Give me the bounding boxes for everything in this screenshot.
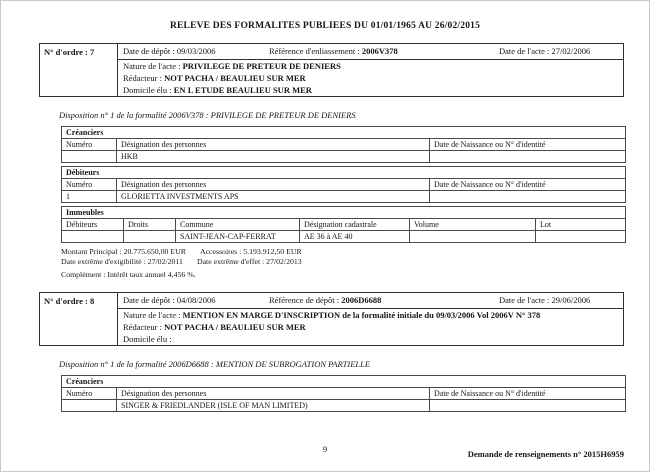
- formality-7-header-row: [118, 44, 623, 60]
- col-header-designation: Désignation des personnes: [117, 179, 430, 191]
- act-date-label: Date de l'acte :: [499, 294, 550, 305]
- editor-label: Rédacteur :: [123, 321, 162, 332]
- reference-field: [269, 46, 499, 57]
- deposit-date-value: 09/03/2006: [176, 46, 216, 56]
- formality-8-details: [118, 293, 623, 345]
- table-cell: HKB: [117, 151, 430, 163]
- table-cell: [62, 151, 117, 163]
- debiteurs-table-7: [61, 166, 626, 203]
- immeubles-table-7: [61, 206, 626, 243]
- reference-value: 2006V378: [361, 46, 398, 56]
- amount-line-2: [61, 257, 624, 267]
- section-label-debiteurs: Débiteurs: [62, 167, 626, 179]
- act-nature-field: [118, 309, 623, 321]
- formality-7-details: [118, 44, 623, 96]
- table-row: [62, 151, 626, 163]
- table-cell: GLORIETTA INVESTMENTS APS: [117, 191, 430, 203]
- domicile-field: [118, 84, 623, 96]
- accessoires-amount: Accessoires : 5.193.912,50 EUR: [199, 247, 302, 256]
- act-date-field: [499, 295, 617, 306]
- document-title: RELEVE DES FORMALITES PUBLIEES DU 01/01/1965 AU 26/02/2015: [169, 21, 481, 31]
- table-cell: [429, 399, 625, 411]
- table-cell: [62, 231, 124, 243]
- deposit-date-label: Date de dépôt :: [123, 294, 175, 305]
- deposit-date-field: [123, 46, 269, 57]
- col-header-naissance: Date de Naissance ou N° d'identité: [429, 139, 625, 151]
- reference-label: Référence d'enliassement :: [269, 46, 360, 56]
- col-header-designation: Désignation des personnes: [117, 139, 430, 151]
- act-nature-label: Nature de l'acte :: [123, 61, 181, 71]
- formality-block-7: [39, 43, 624, 97]
- exigibilite-date: Date extrême d'exigibilité : 27/02/2011: [61, 256, 183, 266]
- col-header-naissance: Date de Naissance ou N° d'identité: [430, 179, 626, 191]
- formality-8-header-row: [118, 293, 623, 309]
- deposit-date-field: [123, 295, 269, 306]
- table-row: [62, 399, 626, 411]
- col-header-numero: Numéro: [62, 387, 117, 399]
- col-header-volume: Volume: [410, 219, 536, 231]
- act-nature-value: PRIVILEGE DE PRETEUR DE DENIERS: [182, 61, 341, 71]
- col-header-numero: Numéro: [62, 139, 117, 151]
- act-date-field: [499, 46, 617, 57]
- domicile-value: EN L ETUDE BEAULIEU SUR MER: [173, 85, 312, 95]
- disposition-8-line: Disposition n° 1 de la formalité 2006D6688 : MENTION DE SUBROGATION PARTIELLE: [59, 358, 371, 369]
- order-number-7: N° d'ordre : 7: [40, 44, 118, 96]
- amount-line-1: [61, 247, 624, 257]
- col-header-debiteurs: Débiteurs: [62, 219, 124, 231]
- section-label-immeubles: Immeubles: [62, 207, 626, 219]
- act-date-value: 29/06/2006: [551, 294, 591, 305]
- domicile-label: Domicile élu :: [123, 85, 172, 95]
- principal-amount: Montant Principal : 20.775.650,00 EUR: [61, 247, 186, 256]
- col-header-lot: Lot: [536, 219, 626, 231]
- editor-label: Rédacteur :: [123, 73, 162, 83]
- page-number: 9: [322, 444, 328, 454]
- section-label-creanciers: Créanciers: [62, 375, 626, 387]
- act-nature-field: [118, 60, 623, 72]
- col-header-cadastrale: Désignation cadastrale: [300, 219, 410, 231]
- request-reference: Demande de renseignements n° 2015H6959: [467, 449, 624, 459]
- domicile-label: Domicile élu :: [123, 333, 172, 344]
- domicile-field: [118, 333, 623, 345]
- act-nature-label: Nature de l'acte :: [123, 309, 181, 320]
- table-cell: 1: [62, 191, 117, 203]
- creanciers-table-7: [61, 126, 626, 163]
- reference-value: 2006D6688: [341, 294, 382, 305]
- reference-label: Référence de dépôt :: [269, 294, 340, 305]
- table-cell: [124, 231, 176, 243]
- editor-value: NOT PACHA / BEAULIEU SUR MER: [164, 73, 306, 83]
- act-nature-value: MENTION EN MARGE D'INSCRIPTION de la formalité initiale du 09/03/2006 Vol 2006V N° 378: [182, 309, 541, 320]
- table-cell: SINGER & FRIEDLANDER (ISLE OF MAN LIMITED): [117, 399, 430, 411]
- table-cell: AE 36 à AE 40: [300, 231, 410, 243]
- deposit-date-label: Date de dépôt :: [123, 46, 175, 56]
- creanciers-table-8: [61, 375, 626, 412]
- col-header-droits: Droits: [124, 219, 176, 231]
- table-cell: [410, 231, 536, 243]
- act-date-label: Date de l'acte :: [499, 46, 550, 56]
- col-header-numero: Numéro: [62, 179, 117, 191]
- col-header-designation: Désignation des personnes: [117, 387, 430, 399]
- deposit-date-value: 04/08/2006: [176, 294, 216, 305]
- amounts-block-7: [61, 247, 624, 280]
- table-cell: SAINT-JEAN-CAP-FERRAT: [176, 231, 300, 243]
- editor-field: [118, 321, 623, 333]
- table-row: [62, 231, 626, 243]
- order-number-8: N° d'ordre : 8: [40, 293, 118, 345]
- effet-date: Date extrême d'effet : 27/02/2013: [196, 256, 302, 266]
- table-cell: [62, 399, 117, 411]
- section-label-creanciers: Créanciers: [62, 127, 626, 139]
- editor-field: [118, 72, 623, 84]
- document-content: [1, 43, 649, 412]
- col-header-naissance: Date de Naissance ou N° d'identité: [429, 387, 625, 399]
- disposition-7-line: Disposition n° 1 de la formalité 2006V378 : PRIVILEGE DE PRETEUR DE DENIERS: [59, 110, 356, 120]
- table-cell: [536, 231, 626, 243]
- col-header-commune: Commune: [176, 219, 300, 231]
- formality-block-8: [39, 292, 624, 346]
- complement-line: Complément : Intérêt taux annuel 4,456 %.: [61, 270, 196, 279]
- table-cell: [430, 191, 626, 203]
- reference-field: [269, 295, 499, 306]
- table-row: [62, 191, 626, 203]
- table-cell: [429, 151, 625, 163]
- editor-value: NOT PACHA / BEAULIEU SUR MER: [164, 321, 306, 332]
- act-date-value: 27/02/2006: [551, 46, 591, 56]
